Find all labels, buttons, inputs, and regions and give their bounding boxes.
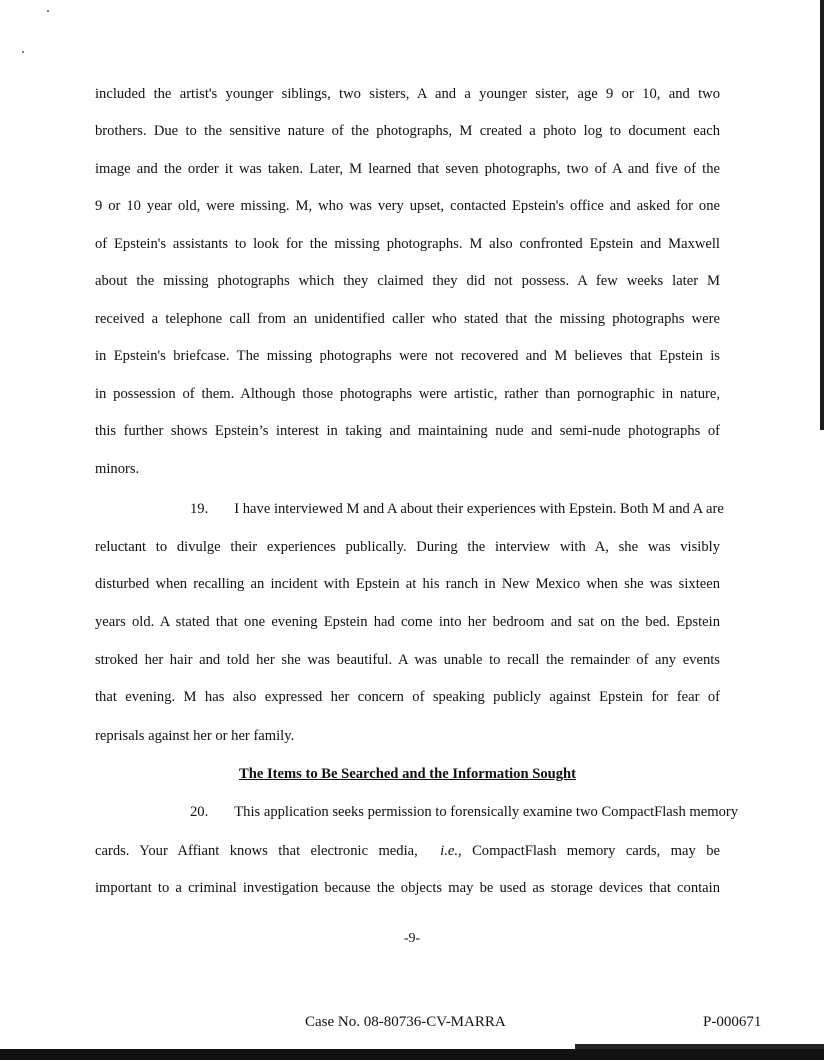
body-line: minors. bbox=[95, 461, 140, 477]
body-line: in possession of them. Although those photographs were artistic, rather than pornographic in nature, bbox=[95, 386, 720, 402]
body-line: disturbed when recalling an incident with Epstein at his ranch in New Mexico when she was sixteen bbox=[95, 576, 720, 592]
page-number: -9- bbox=[403, 931, 421, 946]
body-line: in Epstein's briefcase. The missing photographs were not recovered and M believes that Epstein is bbox=[95, 348, 720, 364]
body-text: cards. Your Affiant knows that electronic media, bbox=[95, 843, 418, 859]
body-line: received a telephone call from an unidentified caller who stated that the missing photographs were bbox=[95, 311, 720, 327]
scan-border-bottom bbox=[0, 1049, 824, 1060]
paragraph-20-first-line bbox=[95, 803, 739, 821]
paragraph-19-first-line bbox=[95, 500, 724, 518]
section-heading: The Items to Be Searched and the Information Sought bbox=[238, 766, 577, 782]
body-line: important to a criminal investigation because the objects may be used as storage devices that contain bbox=[95, 880, 720, 896]
body-line: included the artist's younger siblings, two sisters, A and a younger sister, age 9 or 10, and two bbox=[95, 86, 720, 102]
body-line: reprisals against her or her family. bbox=[95, 728, 295, 744]
bates-number: P-000671 bbox=[703, 1014, 762, 1030]
italic-abbreviation: i.e., bbox=[440, 843, 462, 859]
body-line bbox=[95, 842, 720, 860]
body-line: about the missing photographs which they claimed they did not possess. A few weeks later M bbox=[95, 273, 720, 289]
body-line: this further shows Epstein’s interest in taking and maintaining nude and semi-nude photographs of bbox=[95, 423, 720, 439]
body-line: stroked her hair and told her she was beautiful. A was unable to recall the remainder of any events bbox=[95, 652, 720, 668]
scan-border-right bbox=[820, 0, 824, 430]
body-text: I have interviewed M and A about their experiences with Epstein. Both M and A are bbox=[234, 501, 724, 517]
body-line: image and the order it was taken. Later, M learned that seven photographs, two of A and five of the bbox=[95, 161, 720, 177]
scan-speck bbox=[47, 10, 49, 12]
body-text: CompactFlash memory cards, may be bbox=[472, 843, 720, 859]
body-line: of Epstein's assistants to look for the missing photographs. M also confronted Epstein and Maxwell bbox=[95, 236, 720, 252]
body-text: This application seeks permission to forensically examine two CompactFlash memory bbox=[234, 804, 739, 820]
case-number: Case No. 08-80736-CV-MARRA bbox=[305, 1014, 506, 1030]
scan-speck bbox=[22, 51, 24, 53]
body-line: years old. A stated that one evening Epstein had come into her bedroom and sat on the bed. Epstein bbox=[95, 614, 720, 630]
body-line: reluctant to divulge their experiences publically. During the interview with A, she was visibly bbox=[95, 539, 720, 555]
paragraph-number: 19. bbox=[190, 501, 209, 517]
body-line: brothers. Due to the sensitive nature of the photographs, M created a photo log to document each bbox=[95, 123, 720, 139]
body-line: that evening. M has also expressed her concern of speaking publicly against Epstein for fear of bbox=[95, 689, 720, 705]
paragraph-number: 20. bbox=[190, 804, 209, 820]
body-line: 9 or 10 year old, were missing. M, who was very upset, contacted Epstein's office and asked for one bbox=[95, 198, 720, 214]
